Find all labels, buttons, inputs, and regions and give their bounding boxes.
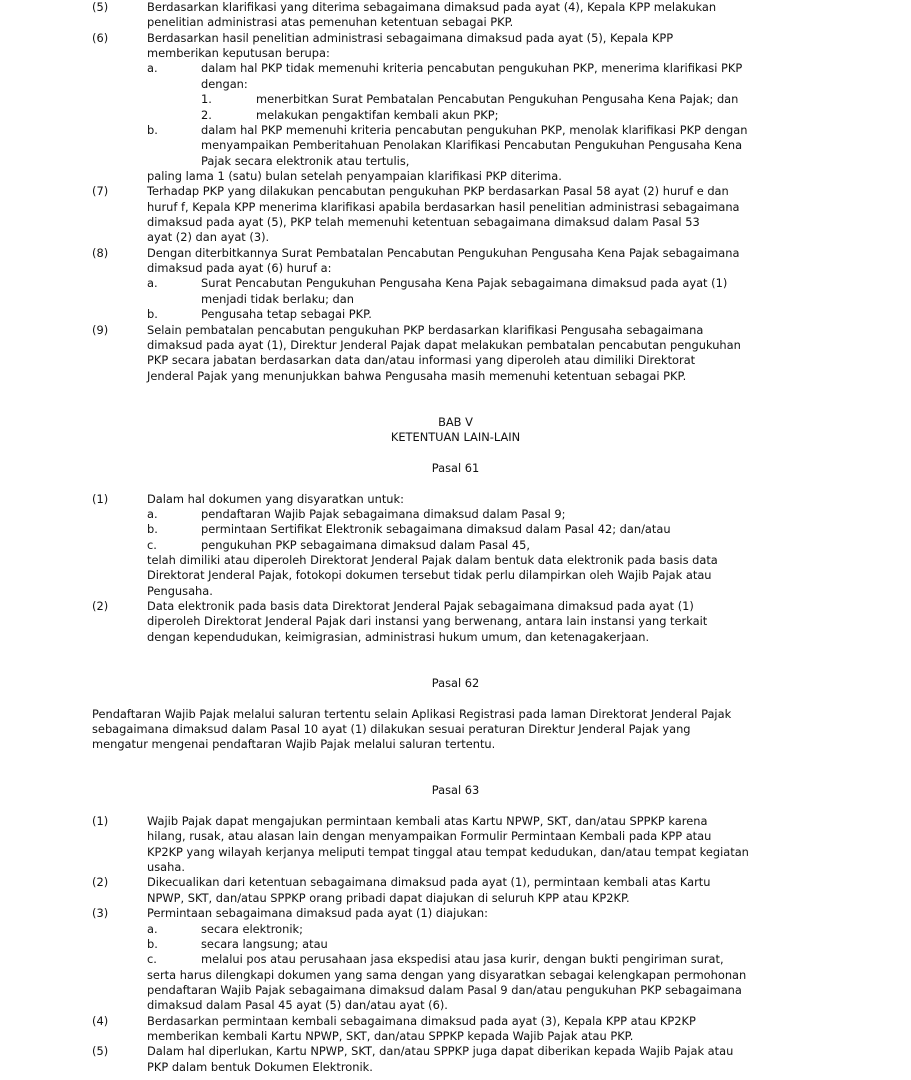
text-line: [0, 108, 911, 123]
paragraph-text: permintaan Sertifikat Elektronik sebagaimana dimaksud dalam Pasal 42; dan/atau: [201, 522, 671, 537]
paragraph-text: telah dimiliki atau diperoleh Direktorat Jenderal Pajak dalam bentuk data elektronik pada basis data: [147, 552, 718, 567]
text-line: [0, 492, 911, 507]
list-marker: (1): [92, 491, 109, 506]
text-line: [0, 230, 911, 245]
text-line: [0, 15, 911, 30]
list-marker: a.: [147, 506, 158, 521]
paragraph-text: Berdasarkan hasil penelitian administrasi sebagaimana dimaksud pada ayat (5), Kepala KPP: [147, 30, 674, 45]
list-marker: (2): [92, 875, 109, 890]
text-line: [0, 123, 911, 138]
paragraph-text: pendaftaran Wajib Pajak sebagaimana dimaksud dalam Pasal 9 dan/atau pengukuhan PKP sebagaimana: [147, 983, 742, 997]
blank-line: [0, 399, 911, 414]
heading-text: KETENTUAN LAIN-LAIN: [390, 430, 521, 445]
paragraph-text: pengukuhan PKP sebagaimana dimaksud dalam Pasal 45,: [201, 537, 530, 552]
list-marker: (7): [92, 184, 109, 199]
list-marker: a.: [147, 61, 158, 76]
blank-line: [0, 660, 911, 675]
section-heading: [0, 676, 911, 691]
text-line: [0, 707, 911, 722]
paragraph-text: Pengusaha tetap sebagai PKP.: [201, 307, 372, 322]
blank-line: [0, 691, 911, 706]
text-line: [0, 1044, 911, 1059]
text-line: [0, 276, 911, 291]
paragraph-text: Direktorat Jenderal Pajak, fotokopi dokumen tersebut tidak perlu dilampirkan oleh Wajib Pajak atau: [147, 568, 712, 583]
text-line: [0, 77, 911, 92]
paragraph-text: PKP secara jabatan berdasarkan data dan/atau informasi yang diperoleh atau dimiliki Direktorat: [147, 353, 696, 368]
paragraph-text: Jenderal Pajak yang menunjukkan bahwa Pengusaha masih memenuhi ketentuan sebagai PKP.: [147, 368, 687, 383]
text-line: [0, 353, 911, 368]
text-line: [0, 215, 911, 230]
blank-line: [0, 445, 911, 460]
text-line: [0, 614, 911, 629]
paragraph-text: serta harus dilengkapi dokumen yang sama dengan yang disyaratkan sebagai kelengkapan permohonan: [147, 967, 747, 982]
section-heading: [0, 430, 911, 445]
text-line: [0, 906, 911, 921]
paragraph-text: sebagaimana dimaksud dalam Pasal 10 ayat (1) dilakukan sesuai peraturan Direktur Jenderal Pajak yang: [92, 721, 691, 736]
text-line: [0, 814, 911, 829]
text-line: [0, 860, 911, 875]
heading-text: Pasal 63: [431, 783, 480, 798]
text-line: [0, 522, 911, 537]
text-line: [0, 369, 911, 384]
paragraph-text: Surat Pencabutan Pengukuhan Pengusaha Kena Pajak sebagaimana dimaksud pada ayat (1): [201, 276, 728, 291]
list-marker: c.: [147, 952, 157, 967]
text-line: [0, 845, 911, 860]
paragraph-text: Berdasarkan klarifikasi yang diterima sebagaimana dimaksud pada ayat (4), Kepala KPP melakukan: [147, 0, 717, 14]
paragraph-text: paling lama 1 (satu) bulan setelah penyampaian klarifikasi PKP diterima.: [147, 168, 562, 183]
text-line: [0, 937, 911, 952]
text-line: [0, 998, 911, 1013]
paragraph-text: Dengan diterbitkannya Surat Pembatalan Pencabutan Pengukuhan Pengusaha Kena Pajak sebagaimana: [147, 245, 740, 260]
paragraph-text: Dikecualikan dari ketentuan sebagaimana dimaksud pada ayat (1), permintaan kembali atas Kartu: [147, 875, 711, 890]
paragraph-text: Pendaftaran Wajib Pajak melalui saluran tertentu selain Aplikasi Registrasi pada laman Direktorat Jenderal Pajak: [92, 706, 732, 721]
list-marker: b.: [147, 936, 158, 951]
text-line: [0, 599, 911, 614]
paragraph-text: dimaksud pada ayat (5), PKP telah memenuhi ketentuan sebagaimana dimaksud dalam Pasal 53: [147, 215, 700, 230]
list-marker: (3): [92, 906, 109, 921]
paragraph-text: Berdasarkan permintaan kembali sebagaimana dimaksud pada ayat (3), Kepala KPP atau KP2KP: [147, 1013, 696, 1028]
text-line: [0, 722, 911, 737]
text-line: [0, 1014, 911, 1029]
text-line: [0, 0, 911, 15]
blank-line: [0, 384, 911, 399]
paragraph-text: menjadi tidak berlaku; dan: [201, 291, 354, 306]
text-line: [0, 1060, 911, 1075]
text-line: [0, 200, 911, 215]
heading-text: BAB V: [438, 414, 473, 429]
list-marker: (5): [92, 0, 109, 14]
heading-text: Pasal 61: [431, 460, 480, 475]
list-marker: (4): [92, 1013, 109, 1028]
paragraph-text: diperoleh Direktorat Jenderal Pajak dari instansi yang berwenang, antara lain instansi yang terkait: [147, 614, 708, 629]
paragraph-text: melalui pos atau perusahaan jasa ekspedisi atau jasa kurir, dengan bukti pengiriman surat,: [201, 952, 724, 967]
text-line: [0, 138, 911, 153]
paragraph-text: Pengusaha.: [147, 583, 213, 598]
text-line: [0, 92, 911, 107]
list-marker: a.: [147, 921, 158, 936]
text-line: [0, 338, 911, 353]
text-line: [0, 46, 911, 61]
section-heading: [0, 415, 911, 430]
paragraph-text: dimaksud dalam Pasal 45 ayat (5) dan/atau ayat (6).: [147, 998, 448, 1013]
text-line: [0, 568, 911, 583]
paragraph-text: Permintaan sebagaimana dimaksud pada ayat (1) diajukan:: [147, 906, 488, 921]
paragraph-text: dalam hal PKP memenuhi kriteria pencabutan pengukuhan PKP, menolak klarifikasi PKP dengan: [201, 122, 748, 137]
paragraph-text: penelitian administrasi atas pemenuhan ketentuan sebagai PKP.: [147, 15, 514, 30]
paragraph-text: secara elektronik;: [201, 921, 303, 936]
list-marker: c.: [147, 537, 157, 552]
paragraph-text: dalam hal PKP tidak memenuhi kriteria pencabutan pengukuhan PKP, menerima klarifikasi PKP: [201, 61, 743, 76]
text-line: [0, 507, 911, 522]
text-line: [0, 875, 911, 890]
text-line: [0, 630, 911, 645]
paragraph-text: memberikan kembali Kartu NPWP, SKT, dan/atau SPPKP kepada Wajib Pajak atau PKP.: [147, 1029, 634, 1044]
list-marker: (2): [92, 599, 109, 614]
paragraph-text: Pajak secara elektronik atau tertulis,: [201, 153, 410, 168]
paragraph-text: KP2KP yang wilayah kerjanya meliputi tempat tinggal atau tempat kedudukan, dan/atau tempat kegiatan: [147, 844, 749, 859]
paragraph-text: dimaksud pada ayat (6) huruf a:: [147, 261, 332, 276]
list-marker: (5): [92, 1044, 109, 1059]
list-marker: b.: [147, 122, 158, 137]
paragraph-text: huruf f, Kepala KPP menerima klarifikasi apabila berdasarkan hasil penelitian administrasi sebagaimana: [147, 199, 740, 214]
text-line: [0, 553, 911, 568]
paragraph-text: Dalam hal dokumen yang disyaratkan untuk:: [147, 491, 404, 506]
paragraph-text: Data elektronik pada basis data Direktorat Jenderal Pajak sebagaimana dimaksud pada ayat (1): [147, 599, 694, 614]
text-line: [0, 246, 911, 261]
text-line: [0, 952, 911, 967]
paragraph-text: usaha.: [147, 860, 185, 875]
text-line: [0, 737, 911, 752]
section-heading: [0, 783, 911, 798]
text-line: [0, 538, 911, 553]
text-line: [0, 323, 911, 338]
blank-line: [0, 799, 911, 814]
text-line: [0, 829, 911, 844]
paragraph-text: mengatur mengenai pendaftaran Wajib Pajak melalui saluran tertentu.: [92, 737, 496, 752]
paragraph-text: NPWP, SKT, dan/atau SPPKP orang pribadi dapat diajukan di seluruh KPP atau KP2KP.: [147, 890, 630, 905]
paragraph-text: dengan:: [201, 76, 248, 91]
paragraph-text: Wajib Pajak dapat mengajukan permintaan kembali atas Kartu NPWP, SKT, dan/atau SPPKP karena: [147, 814, 708, 829]
paragraph-text: menerbitkan Surat Pembatalan Pencabutan Pengukuhan Pengusaha Kena Pajak; dan: [256, 92, 739, 107]
text-line: [0, 968, 911, 983]
list-marker: (9): [92, 322, 109, 337]
text-line: [0, 891, 911, 906]
text-line: [0, 307, 911, 322]
list-marker: b.: [147, 307, 158, 322]
text-line: [0, 922, 911, 937]
paragraph-text: PKP dalam bentuk Dokumen Elektronik.: [147, 1059, 373, 1074]
text-line: [0, 261, 911, 276]
list-marker: 2.: [201, 107, 212, 122]
paragraph-text: melakukan pengaktifan kembali akun PKP;: [256, 107, 499, 122]
paragraph-text: pendaftaran Wajib Pajak sebagaimana dimaksud dalam Pasal 9;: [201, 506, 566, 521]
text-line: [0, 154, 911, 169]
text-line: [0, 1029, 911, 1044]
paragraph-text: Dalam hal diperlukan, Kartu NPWP, SKT, dan/atau SPPKP juga dapat diberikan kepada Wajib Pajak atau: [147, 1044, 734, 1059]
list-marker: 1.: [201, 92, 212, 107]
paragraph-text: secara langsung; atau: [201, 936, 328, 951]
section-heading: [0, 461, 911, 476]
list-marker: (1): [92, 814, 109, 829]
paragraph-text: Selain pembatalan pencabutan pengukuhan PKP berdasarkan klarifikasi Pengusaha sebagaimana: [147, 322, 704, 337]
paragraph-text: menyampaikan Pemberitahuan Penolakan Klarifikasi Pencabutan Pengukuhan Pengusaha Kena: [201, 138, 743, 153]
paragraph-text: dimaksud pada ayat (1), Direktur Jenderal Pajak dapat melakukan pembatalan pencabutan pengukuhan: [147, 337, 741, 352]
paragraph-text: dengan kependudukan, keimigrasian, administrasi hukum umum, dan ketenagakerjaan.: [147, 629, 650, 644]
paragraph-text: memberikan keputusan berupa:: [147, 46, 330, 61]
text-line: [0, 31, 911, 46]
blank-line: [0, 753, 911, 768]
blank-line: [0, 768, 911, 783]
heading-text: Pasal 62: [431, 675, 480, 690]
list-marker: b.: [147, 522, 158, 537]
list-marker: a.: [147, 276, 158, 291]
text-line: [0, 292, 911, 307]
text-line: [0, 184, 911, 199]
list-marker: (8): [92, 245, 109, 260]
blank-line: [0, 645, 911, 660]
list-marker: (6): [92, 30, 109, 45]
text-line: [0, 584, 911, 599]
text-line: [0, 169, 911, 184]
blank-line: [0, 476, 911, 491]
paragraph-text: Terhadap PKP yang dilakukan pencabutan pengukuhan PKP berdasarkan Pasal 58 ayat (2) huruf e dan: [147, 184, 729, 199]
paragraph-text: ayat (2) dan ayat (3).: [147, 230, 270, 245]
paragraph-text: hilang, rusak, atau alasan lain dengan menyampaikan Formulir Permintaan Kembali pada KPP atau: [147, 829, 712, 844]
text-line: [0, 61, 911, 76]
text-line: [0, 983, 911, 998]
